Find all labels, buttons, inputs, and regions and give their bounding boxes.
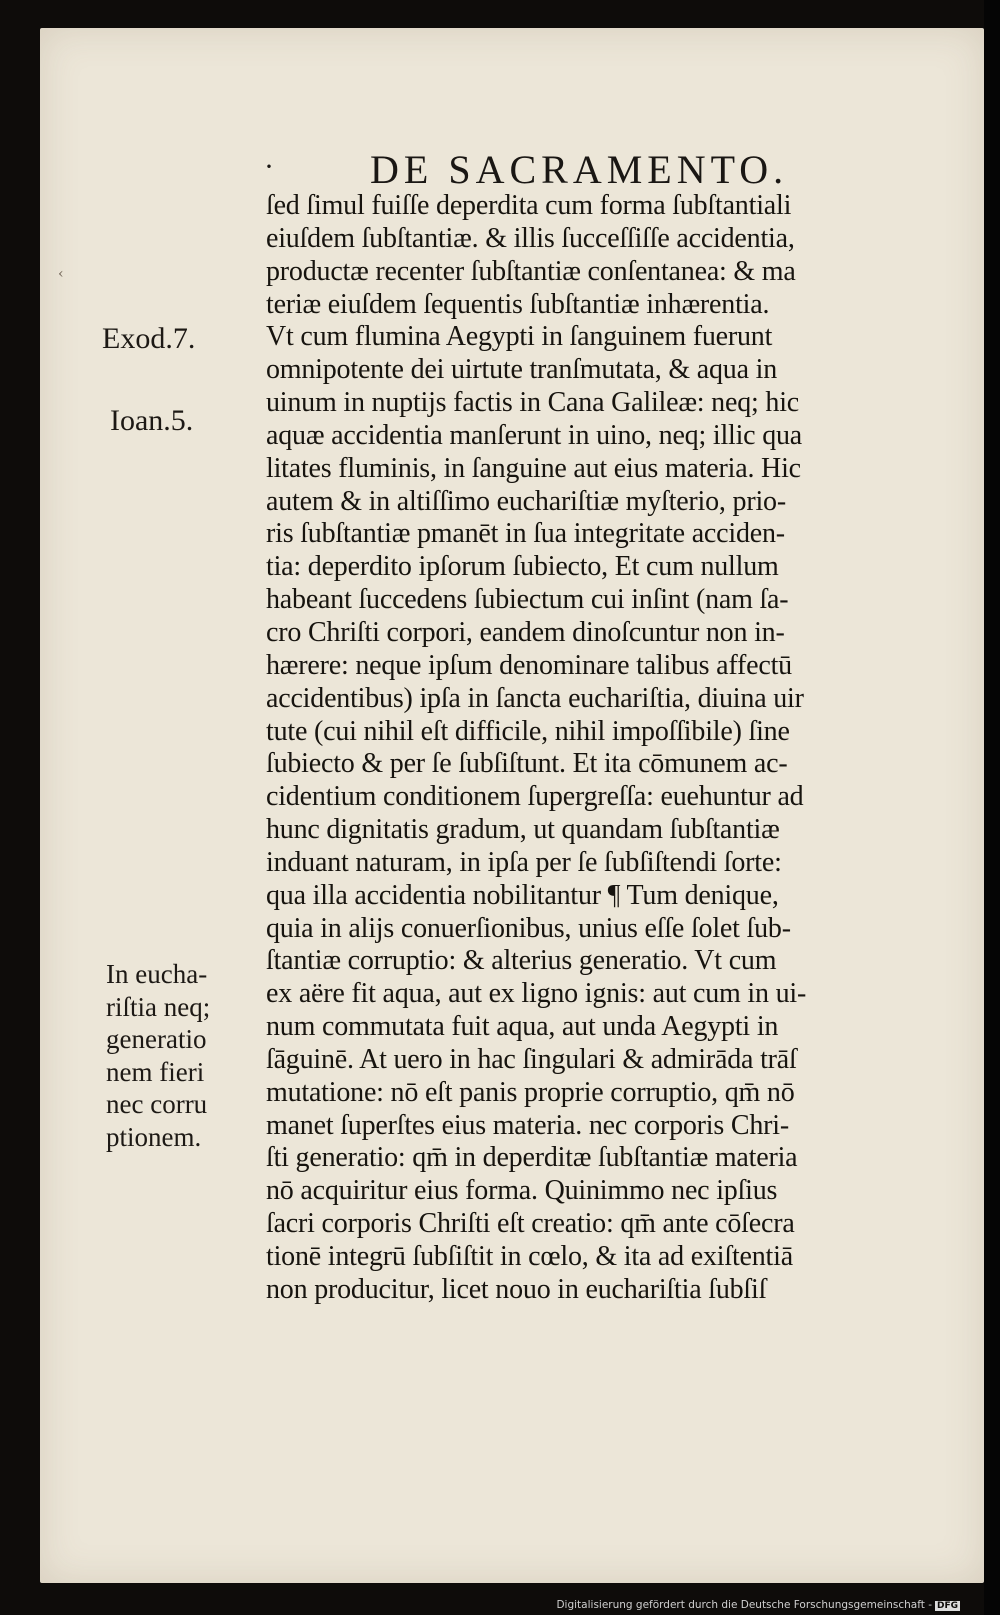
text-line: cidentium conditionem ſupergreſſa: euehuntur ad <box>266 781 804 813</box>
text-line: ſtantiæ corruptio: & alterius generatio. Vt cum <box>266 945 777 977</box>
footer-text: Digitalisierung gefördert durch die Deutsche Forschungsgemeinschaft - <box>556 1599 932 1611</box>
text-line: num commutata fuit aqua, aut unda Aegypti in <box>266 1011 779 1043</box>
text-line: ſti generatio: qm̄ in deperditæ ſubſtantiæ materia <box>266 1142 798 1174</box>
body-text <box>266 190 946 1307</box>
text-line: ſāguinē. At uero in hac ſingulari & admirāda trāſ <box>266 1043 797 1075</box>
text-line: induant naturam, in ipſa per ſe ſubſiſtendi ſorte: <box>266 846 782 878</box>
text-line: aquæ accidentia manſerunt in uino, neq; illic qua <box>266 419 803 451</box>
dfg-logo: DFG <box>936 1601 958 1611</box>
text-line: tute (cui nihil eſt difficile, nihil impoſſibile) ſine <box>266 715 790 747</box>
margin-note-line: nec corru <box>106 1089 208 1119</box>
text-line: hærere: neque ipſum denominare talibus affectū <box>266 649 792 681</box>
page-edge <box>984 0 1000 1615</box>
margin-ref-ioan: Ioan.5. <box>110 404 194 437</box>
running-header: DE SACRAMENTO. <box>370 147 789 192</box>
header-dot: · <box>264 150 274 183</box>
text-line: hunc dignitatis gradum, ut quandam ſubſtantiæ <box>266 814 780 846</box>
text-line: ſacri corporis Chriſti eſt creatio: qm̄ ante cōſecra <box>266 1208 795 1240</box>
text-line: ſubiecto & per ſe ſubſiſtunt. Et ita cōmunem ac- <box>266 748 788 780</box>
margin-ref-exod: Exod.7. <box>102 322 196 355</box>
text-line: manet ſuperſtes eius materia. nec corporis Chri- <box>266 1109 789 1141</box>
text-line: tia: deperdito ipſorum ſubiecto, Et cum nullum <box>266 551 779 583</box>
text-line: cro Chriſti corpori, eandem dinoſcuntur non in- <box>266 616 785 648</box>
text-line: non producitur, licet nouo in euchariſtia ſubſiſ <box>266 1273 767 1305</box>
margin-note <box>106 958 210 1153</box>
text-line: uinum in nuptijs factis in Cana Galileæ: neq; hic <box>266 387 800 419</box>
text-line: autem & in altiſſimo euchariſtiæ myſterio, prio- <box>266 485 786 517</box>
text-line: litates fluminis, in ſanguine aut eius materia. Hic <box>266 452 801 484</box>
margin-note-line: riſtia neq; <box>106 991 211 1022</box>
text-line: habeant ſuccedens ſubiectum cui inſint (nam ſa- <box>266 584 789 616</box>
margin-note-line: generatio <box>106 1024 207 1054</box>
text-line: tionē integrū ſubſiſtit in cœlo, & ita ad exiſtentiā <box>266 1241 793 1272</box>
text-line: qua illa accidentia nobilitantur ¶ Tum denique, <box>266 879 779 911</box>
margin-note-line: nem fieri <box>106 1056 205 1087</box>
text-line: ris ſubſtantiæ pmanēt in ſua integritate acciden- <box>266 518 785 550</box>
edge-mark: ‹ <box>58 266 64 282</box>
text-line: omnipotente dei uirtute tranſmutata, & aqua in <box>266 354 777 386</box>
margin-note-line: ptionem. <box>106 1121 202 1152</box>
text-line: nō acquiritur eius forma. Quinimmo nec ipſius <box>266 1175 778 1207</box>
text-line: ex aëre fit aqua, aut ex ligno ignis: aut cum in ui- <box>266 978 807 1010</box>
text-line: quia in alijs conuerſionibus, unius eſſe ſolet ſub- <box>266 912 791 944</box>
text-line: eiuſdem ſubſtantiæ. & illis ſucceſſiſſe accidentia, <box>266 222 795 254</box>
text-line: mutatione: nō eſt panis proprie corruptio, qm̄ nō <box>266 1076 795 1108</box>
margin-note-line: In eucha- <box>106 959 208 989</box>
digitization-footer <box>556 1599 960 1611</box>
text-line: Vt cum flumina Aegypti in ſanguinem fuerunt <box>266 321 773 353</box>
text-line: productæ recenter ſubſtantiæ conſentanea: & ma <box>266 255 796 287</box>
text-line: ſed ſimul fuiſſe deperdita cum forma ſubſtantiali <box>266 190 792 221</box>
text-line: accidentibus) ipſa in ſancta euchariſtia, diuina uir <box>266 682 804 714</box>
text-line: teriæ eiuſdem ſequentis ſubſtantiæ inhærentia. <box>266 288 770 320</box>
